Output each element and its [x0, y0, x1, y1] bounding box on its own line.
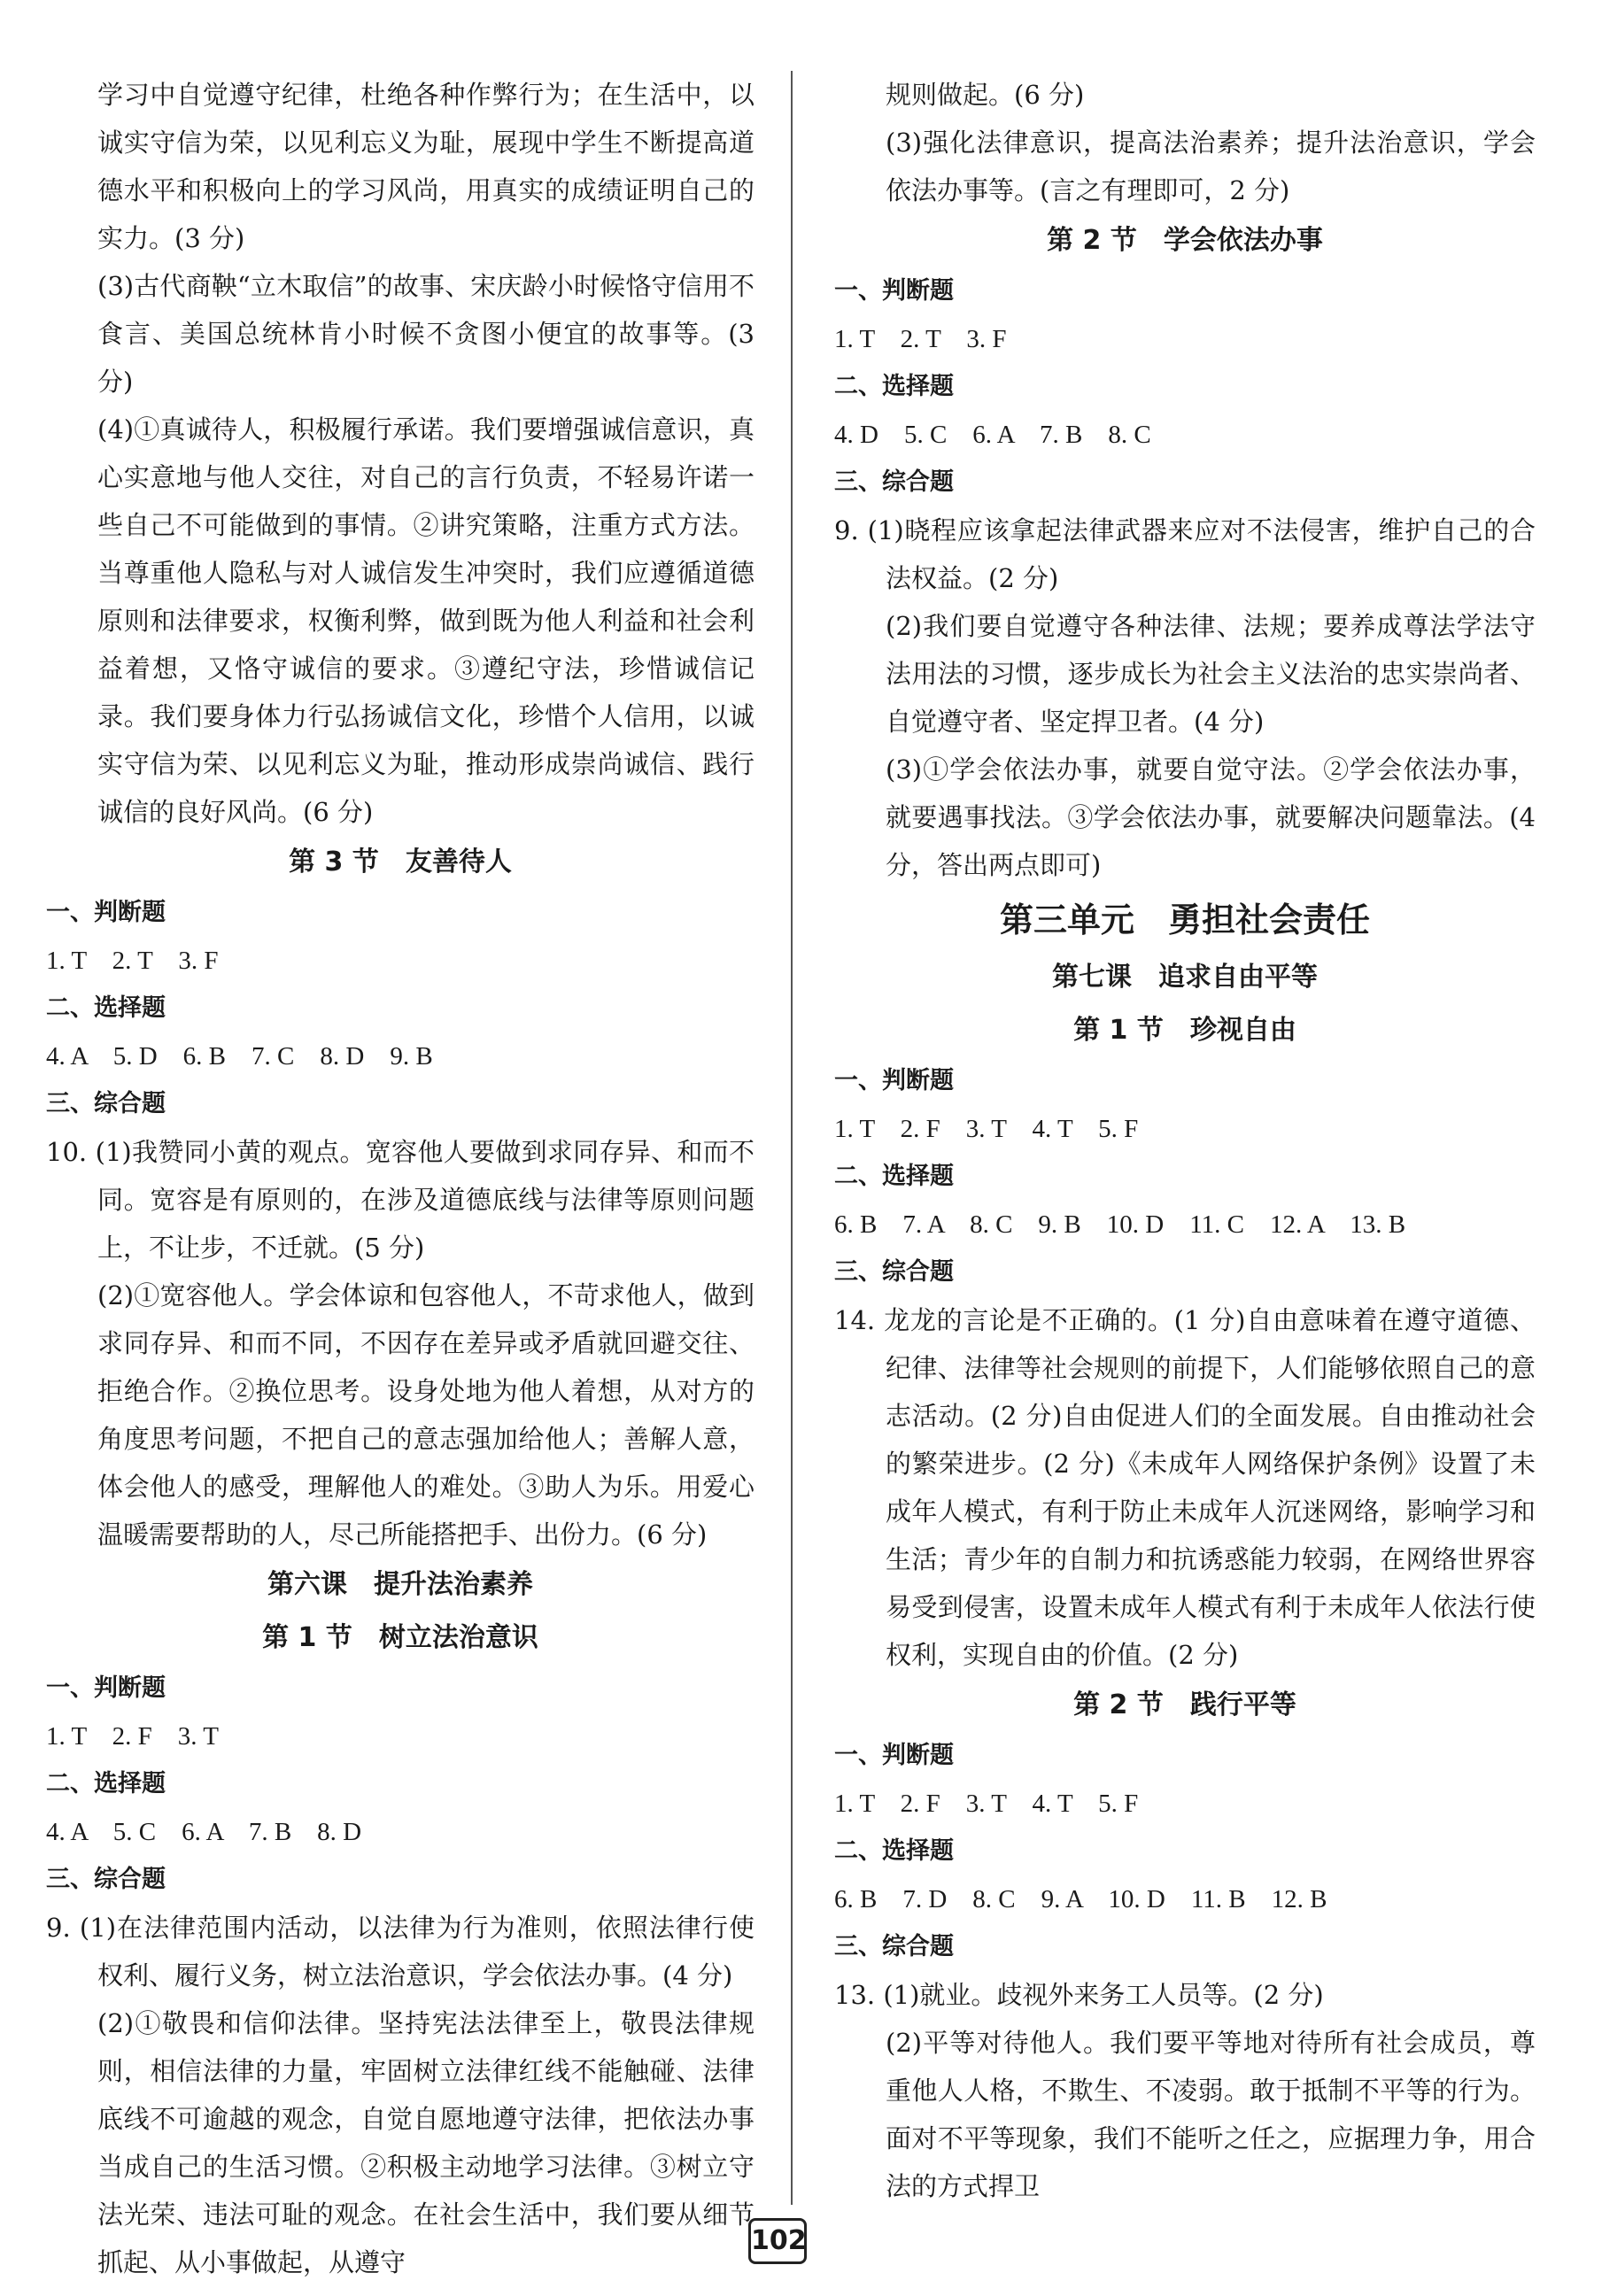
category-label: 一、判断题 [834, 1067, 954, 1094]
paragraph: (2)平等对待他人。我们要平等地对待所有社会成员，尊重他人人格，不欺生、不凌弱。敢于抵制不平等的行为。面对不平等现象，我们不能听之任之，应据理力争，用合法的方式捍卫 [886, 2028, 1536, 2201]
paragraph: 9. (1)在法律范围内活动，以法律为行为准则，依照法律行使权利、履行义务，树立法治意识，学会依法办事。(4 分) [46, 1913, 755, 1991]
right-column [834, 71, 1536, 2210]
column-divider [791, 71, 793, 2205]
category-label: 二、选择题 [46, 1770, 166, 1797]
section-title: 第 2 节 学会依法办事 [1047, 225, 1323, 256]
answer-row: 1. T 2. F 3. T [46, 1722, 219, 1751]
section-title: 第 1 节 珍视自由 [1073, 1015, 1296, 1046]
answer-row: 4. D 5. C 6. A 7. B 8. C [834, 421, 1151, 449]
left-column [46, 71, 755, 2286]
paragraph: (2)我们要自觉遵守各种法律、法规；要养成尊法学法守法用法的习惯，逐步成长为社会主义法治的忠实崇尚者、自觉遵守者、坚定捍卫者。(4 分) [886, 611, 1536, 737]
unit-title: 第三单元 勇担社会责任 [999, 901, 1370, 939]
category-label: 三、综合题 [46, 1866, 166, 1893]
category-label: 一、判断题 [46, 899, 166, 926]
answer-row: 1. T 2. T 3. F [834, 325, 1007, 353]
paragraph: 14. 龙龙的言论是不正确的。(1 分)自由意味着在遵守道德、纪律、法律等社会规则的前提下，人们能够依照自己的意志活动。(2 分)自由促进人们的全面发展。自由推动社会的繁荣进步。(2 分)《未成年人网络保护条例》设置了未成年人模式，有利于防止未成年人沉迷网络，影响学习和生活；青少年的自制力和抗诱惑能力较弱，在网络世界容易受到侵害，设置未成年人模式有利于未成年人依法行使权利，实现自由的价值。(2 分) [834, 1305, 1536, 1670]
category-label: 一、判断题 [834, 1742, 954, 1769]
answer-row: 6. B 7. D 8. C 9. A 10. D 11. B 12. B [834, 1885, 1327, 1913]
section-title: 第 3 节 友善待人 [289, 847, 512, 877]
paragraph: (3)①学会依法办事，就要自觉守法。②学会依法办事，就要遇事找法。③学会依法办事，就要解决问题靠法。(4 分，答出两点即可) [886, 754, 1536, 880]
paragraph: (3)古代商鞅“立木取信”的故事、宋庆龄小时候恪守信用不食言、美国总统林肯小时候不贪图小便宜的故事等。(3 分) [97, 271, 755, 397]
section-title: 第 1 节 树立法治意识 [262, 1622, 538, 1653]
category-label: 一、判断题 [834, 277, 954, 305]
category-label: 一、判断题 [46, 1674, 166, 1702]
paragraph: 9. (1)晓程应该拿起法律武器来应对不法侵害，维护自己的合法权益。(2 分) [834, 515, 1536, 593]
answer-row: 1. T 2. F 3. T 4. T 5. F [834, 1115, 1139, 1143]
category-label: 三、综合题 [46, 1090, 166, 1117]
paragraph: 13. (1)就业。歧视外来务工人员等。(2 分) [834, 1980, 1324, 2010]
page-number: 102 [748, 2218, 807, 2264]
paragraph: (4)①真诚待人，积极履行承诺。我们要增强诚信意识，真心实意地与他人交往，对自己的言行负责，不轻易许诺一些自己不可能做到的事情。②讲究策略，注重方式方法。当尊重他人隐私与对人诚信发生冲突时，我们应遵循道德原则和法律要求，权衡利弊，做到既为他人利益和社会利益着想，又恪守诚信的要求。③遵纪守法，珍惜诚信记录。我们要身体力行弘扬诚信文化，珍惜个人信用，以诚实守信为荣、以见利忘义为耻，推动形成崇尚诚信、践行诚信的良好风尚。(6 分) [97, 414, 755, 827]
category-label: 二、选择题 [834, 1163, 954, 1190]
section-title: 第 2 节 践行平等 [1073, 1689, 1296, 1720]
answer-row: 1. T 2. F 3. T 4. T 5. F [834, 1790, 1139, 1818]
category-label: 二、选择题 [834, 373, 954, 400]
paragraph: 规则做起。(6 分) [886, 80, 1085, 110]
answer-row: 6. B 7. A 8. C 9. B 10. D 11. C 12. A 13. B [834, 1210, 1406, 1239]
paragraph: 学习中自觉遵守纪律，杜绝各种作弊行为；在生活中，以诚实守信为荣，以见利忘义为耻，展现中学生不断提高道德水平和积极向上的学习风尚，用真实的成绩证明自己的实力。(3 分) [97, 80, 755, 253]
lesson-title: 第七课 追求自由平等 [1052, 962, 1318, 993]
category-label: 三、综合题 [834, 1933, 954, 1960]
category-label: 二、选择题 [46, 994, 166, 1022]
category-label: 三、综合题 [834, 468, 954, 496]
answer-row: 4. A 5. D 6. B 7. C 8. D 9. B [46, 1042, 433, 1071]
answer-row: 4. A 5. C 6. A 7. B 8. D [46, 1818, 362, 1846]
category-label: 三、综合题 [834, 1258, 954, 1286]
paragraph: (2)①敬畏和信仰法律。坚持宪法法律至上，敬畏法律规则，相信法律的力量，牢固树立法律红线不能触碰、法律底线不可逾越的观念，自觉自愿地遵守法律，把依法办事当成自己的生活习惯。②积极主动地学习法律。③树立守法光荣、违法可耻的观念。在社会生活中，我们要从细节抓起、从小事做起，从遵守 [97, 2008, 755, 2277]
paragraph: (3)强化法律意识，提高法治素养；提升法治意识，学会依法办事等。(言之有理即可，2 分) [886, 128, 1536, 205]
answer-row: 1. T 2. T 3. F [46, 947, 219, 975]
paragraph: (2)①宽容他人。学会体谅和包容他人，不苛求他人，做到求同存异、和而不同，不因存在差异或矛盾就回避交往、拒绝合作。②换位思考。设身处地为他人着想，从对方的角度思考问题，不把自己的意志强加给他人；善解人意，体会他人的感受，理解他人的难处。③助人为乐。用爱心温暖需要帮助的人，尽己所能搭把手、出份力。(6 分) [97, 1280, 755, 1550]
lesson-title: 第六课 提升法治素养 [267, 1569, 533, 1600]
paragraph: 10. (1)我赞同小黄的观点。宽容他人要做到求同存异、和而不同。宽容是有原则的，在涉及道德底线与法律等原则问题上，不让步，不迁就。(5 分) [46, 1137, 755, 1263]
category-label: 二、选择题 [834, 1837, 954, 1865]
